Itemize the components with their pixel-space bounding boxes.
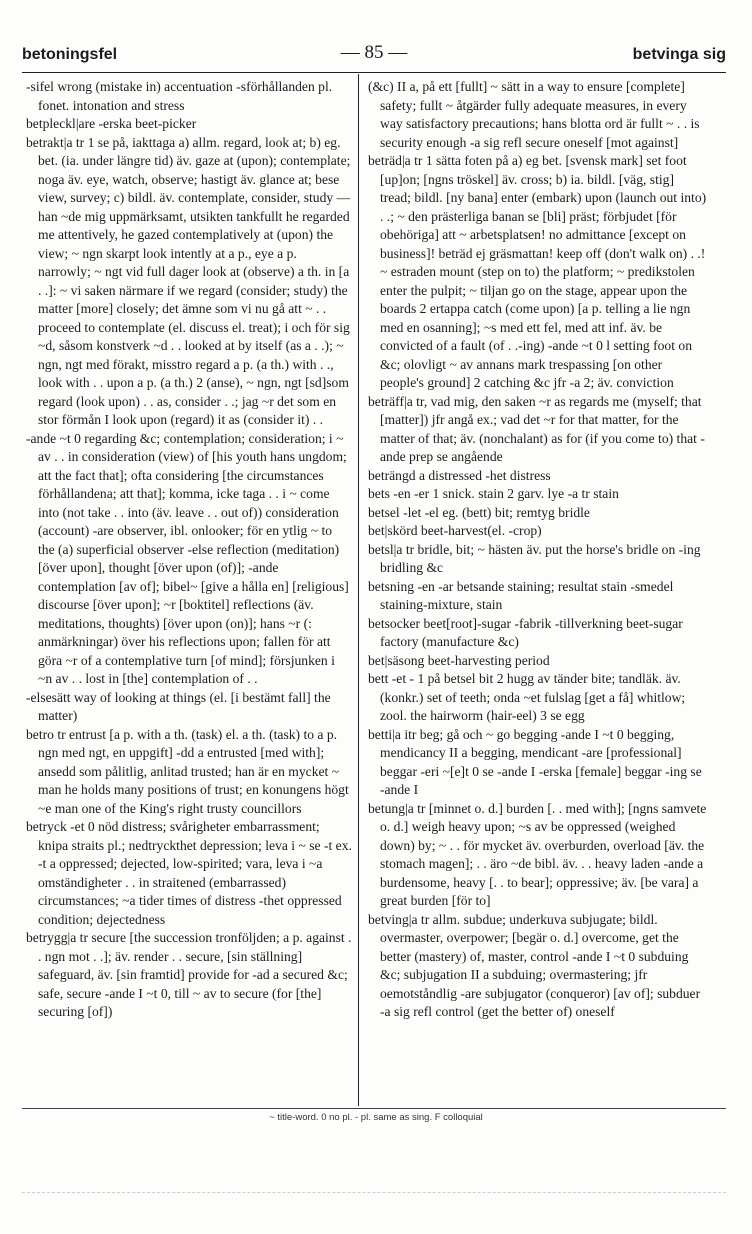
header-last-word: betvinga sig [632,46,726,63]
header-rule [22,72,726,73]
entry: betving|a tr allm. subdue; underkuva subjugate; bildl. overmaster, overpower; [begär o. d.] overcome, get the better (mastery) of, master, control -ande I ~t 0 subduing &c; subjugation II a subduing; overmastering; jfr oemotståndlig -are subjugator (conqueror) [av of]; subduer -a sig refl control (get the better of) oneself [368,911,701,1019]
entry: bets -en -er 1 snick. stain 2 garv. lye -a tr stain [368,486,619,501]
column-divider [358,74,359,1106]
header-first-word: betoningsfel [22,46,118,63]
entry: beträd|a tr 1 sätta foten på a) eg bet. [svensk mark] set foot [up]on; [ngns tröskel] äv. cross; b) ia. bildl. [väg, stig] tread; bildl. [ny bana] enter (embark) upon (launch out into) . .; ~ den prästerliga banan se [bli] präst; förbjudet [för obehöriga] att ~ arbetsplatsen! no admittance [except on business]! beträd ej gräsmattan! keep off (don't walk on) . .! ~ estraden mount (step on to) the platform; ~ predikstolen enter the pulpit; ~ tiljan go on the stage, appear upon the boards 2 ertappa catch (come upon) [a p. telling a lie ngn med en osanning]; ~s med ett fel, med att inf. äv. be convicted of a fault (of . .-ing) -ande ~t 0 l setting foot on &c; olovligt ~ av annans mark trespassing [on other people's ground] 2 catching &c jfr -a 2; äv. conviction [368,153,707,390]
entry: bet|skörd beet-harvest(el. -crop) [368,523,542,538]
entry: betung|a tr [minnet o. d.] burden [. . med with]; [ngns samvete o. d.] weigh heavy upon; ~s av be oppressed (weighed down) by; ~ . . för mycket äv. overburden, overload [äv. the stomach magen]; . . äro ~de bibl. äv. . . heavy laden -ande a burdensome, heavy [. . to bear]; oppressive; äv. [be vara] a great burden [för to] [368,800,707,908]
entry: betsl|a tr bridle, bit; ~ hästen äv. put the horse's bridle on -ing bridling &c [368,541,701,575]
entry: -elsesätt way of looking at things (el. [i bestämt fall] the matter) [26,689,331,723]
page-header [22,40,726,70]
entry: betti|a itr beg; gå och ~ go begging -ande I ~t 0 begging, mendicancy II a begging, mendicant -are [professional] beggar -eri ~[e]t 0 se -ande I -erska [female] beggar -ing se -ande I [368,726,702,797]
right-column [368,78,708,1104]
entry: (&c) II a, på ett [fullt] ~ sätt in a way to ensure [complete] safety; fullt ~ åtgärder fully adequate measures, in every way satisfactory precautions; hans blotta ord är fullt ~ . . is security enough -a sig refl secure oneself [mot against] [368,79,700,150]
footer-rule [22,1108,726,1109]
entry: betro tr entrust [a p. with a th. (task) el. a th. (task) to a p. ngn med ngt, en uppgift] -dd a entrusted [med with]; ansedd som pålitlig, anlitad trusted; han är en mycket ~ man he holds many positions of trust; en konungens högt ~e man one of the King's right trusty councillors [26,726,349,816]
entry: -ande ~t 0 regarding &c; contemplation; consideration; i ~ av . . in consideration (view) of [his youth hans ungdom; att the fact that]; ofta considering [the circumstances förhållandena; att that]; komma, icke taga . . i ~ come into (not take . . into (äv. leave . . out of)) consideration (account) -are observer, ibl. onlooker; för en ytlig ~ to the (a) superficial observer -else reflection (meditation) [över upon], thought [över upon (of)]; -ande contemplation [av of]; bibel~ [give a hålla en] [religious] discourse [över upon]; ~r [boktitel] reflections (äv. meditations, thoughts) [över upon (on)]; hans ~r (: anmärkningar) över his reflections upon; fallen för att göra ~r of a contemplative turn [of mind]; försjunken i ~n av . . lost in [the] contemplation of . . [26,430,349,686]
entry: betsocker beet[root]-sugar -fabrik -tillverkning beet-sugar factory (manufacture &c) [368,615,683,649]
entry: betsel -let -el eg. (bett) bit; remtyg bridle [368,504,590,520]
entry: betryck -et 0 nöd distress; svårigheter embarrassment; knipa straits pl.; nedtryckthet depression; leva i ~ se -t ex. -t a oppressed; dejected, low-spirited; vara, leva i ~a omständigheter . . in straitened (embarrassed) circumstances; ~a tider times of distress -thet oppressed condition; dejectedness [26,819,352,927]
left-column [26,78,352,1104]
entry: bett -et - 1 på betsel bit 2 hugg av tänder bite; tandläk. äv. (konkr.) set of teeth; onda ~et fulslag [get a få] whitlow; zool. the hairworm (hair-eel) 3 se egg [368,671,686,723]
abbreviation-key: ~ title-word. 0 no pl. - pl. same as sing. F colloquial [269,1112,483,1123]
entry: beträngd a distressed -het distress [368,467,551,483]
entry: betrygg|a tr secure [the succession tronföljden; a p. against . . ngn mot . .]; äv. render . . secure, [sin ställning] safeguard, äv. [sin framtid] provide for -ad a secured &c; safe, secure -ande I ~t 0, till ~ av to secure (for [the] securing [of]) [26,930,352,1019]
entry: beträff|a tr, vad mig, den saken ~r as regards me (myself; that [matter]) jfr angå ex.; vad det ~r for that matter, for the matter of that; äv. (nonchalant) as for (if you come to) that -ande prep se angående [368,393,705,464]
entry: bet|säsong beet-harvesting period [368,652,550,668]
entry: betpleckl|are -erska beet-picker [26,116,197,131]
entry: betsning -en -ar betsande staining; resultat stain -smedel staining-mixture, stain [368,578,674,612]
entry: -sifel wrong (mistake in) accentuation -sförhållanden pl. fonet. intonation and stress [26,79,333,113]
entry: betrakt|a tr 1 se på, iakttaga a) allm. regard, look at; b) eg. bet. (ia. under längre tid) äv. gaze at (upon); contemplate; noga äv. eye, watch, observe; hastigt äv. glance at; bese view, survey; c) bildl. äv. contemplate, consider, study — han ~de mig uppmärksamt, utsikten tankfullt he regarded me attentively, he gazed contemplatively at (upon) the view; ~ ngn skarpt look intently at a p., eye a p. narrowly; ~ ngt vid full dager look at (observe) a th. in [a . .]: ~ vi saken närmare if we regard (consider; study) the matter [more] closely; det ämne som vi nu gå att ~ . . proceed to contemplate (el. discuss el. treat); i och för sig ~d, såsom konstverk ~d . . looked at by itself (as a . .); ~ ngn, ngt med förakt, misstro regard a p. (a th.) with . ., look with . . upon a p. (a th.) 2 (anse), ~ ngn, ngt [sd]som regard (look upon) . . as, consider . .; jag ~r det som en stor förmån I look upon (regard) it as (consider it) . . [26,134,351,427]
page-number: — 85 — [340,42,408,63]
page-edge [22,1192,726,1193]
